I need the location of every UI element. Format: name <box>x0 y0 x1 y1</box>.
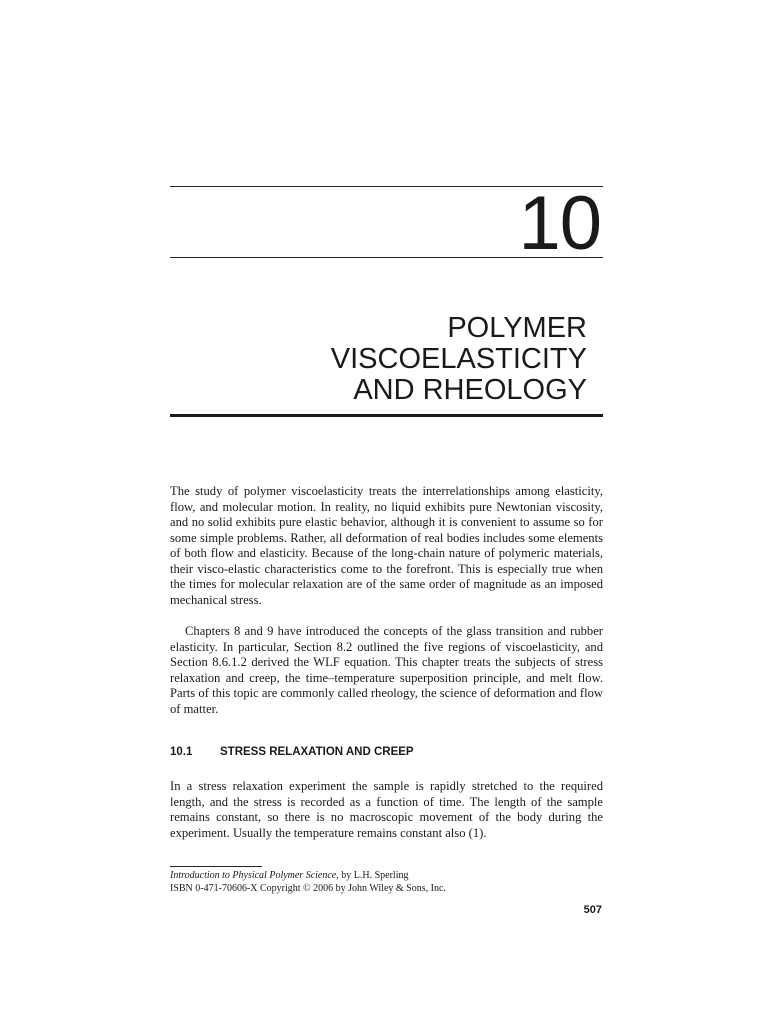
chapter-title <box>331 313 587 406</box>
chapter-number-rule <box>170 257 603 258</box>
page-number: 507 <box>583 904 602 916</box>
footnote-book-title: Introduction to Physical Polymer Science, <box>170 870 339 881</box>
section-paragraph-1: In a stress relaxation experiment the sample is rapidly stretched to the required length, and the stress is recorded as a function of time. The length of the sample remains constant, so there is no macroscopic movement of the body during the experiment. Usually the temperature remains constant also (1). <box>170 779 603 840</box>
footnote-citation-line <box>170 869 446 882</box>
section-heading <box>170 746 414 758</box>
footnote-author: by L.H. Sperling <box>338 870 409 881</box>
chapter-number: 10 <box>518 181 601 266</box>
footnote <box>170 869 446 895</box>
intro-paragraph-1: The study of polymer viscoelasticity treats the interrelationships among elasticity, flow, and molecular motion. In reality, no liquid exhibits pure Newtonian viscosity, and no solid exhibits pure elastic behavior, although it is convenient to assume so for some simple problems. Rather, all deformation of real bodies includes some elements of both flow and elasticity. Because of the long-chain nature of polymeric materials, their visco-elastic characteristics come to the forefront. This is especially true when the times for molecular relaxation are of the same order of magnitude as an imposed mechanical stress. <box>170 484 603 607</box>
intro-paragraph-2: Chapters 8 and 9 have introduced the concepts of the glass transition and rubber elasticity. In particular, Section 8.2 outlined the five regions of viscoelasticity, and Section 8.6.1.2 derived the WLF equation. This chapter treats the subjects of stress relaxation and creep, the time–temperature superposition principle, and melt flow. Parts of this topic are commonly called rheology, the science of deformation and flow of matter. <box>170 624 603 716</box>
section-title: STRESS RELAXATION AND CREEP <box>220 746 414 758</box>
chapter-title-line-3: AND RHEOLOGY <box>353 374 587 406</box>
chapter-title-line-2: VISCOELASTICITY <box>330 343 587 375</box>
footnote-isbn-line: ISBN 0-471-70606-X Copyright © 2006 by John Wiley & Sons, Inc. <box>170 883 446 894</box>
chapter-title-rule <box>170 414 603 417</box>
chapter-title-line-1: POLYMER <box>447 312 587 344</box>
footnote-rule <box>170 866 262 867</box>
section-number: 10.1 <box>170 746 193 758</box>
